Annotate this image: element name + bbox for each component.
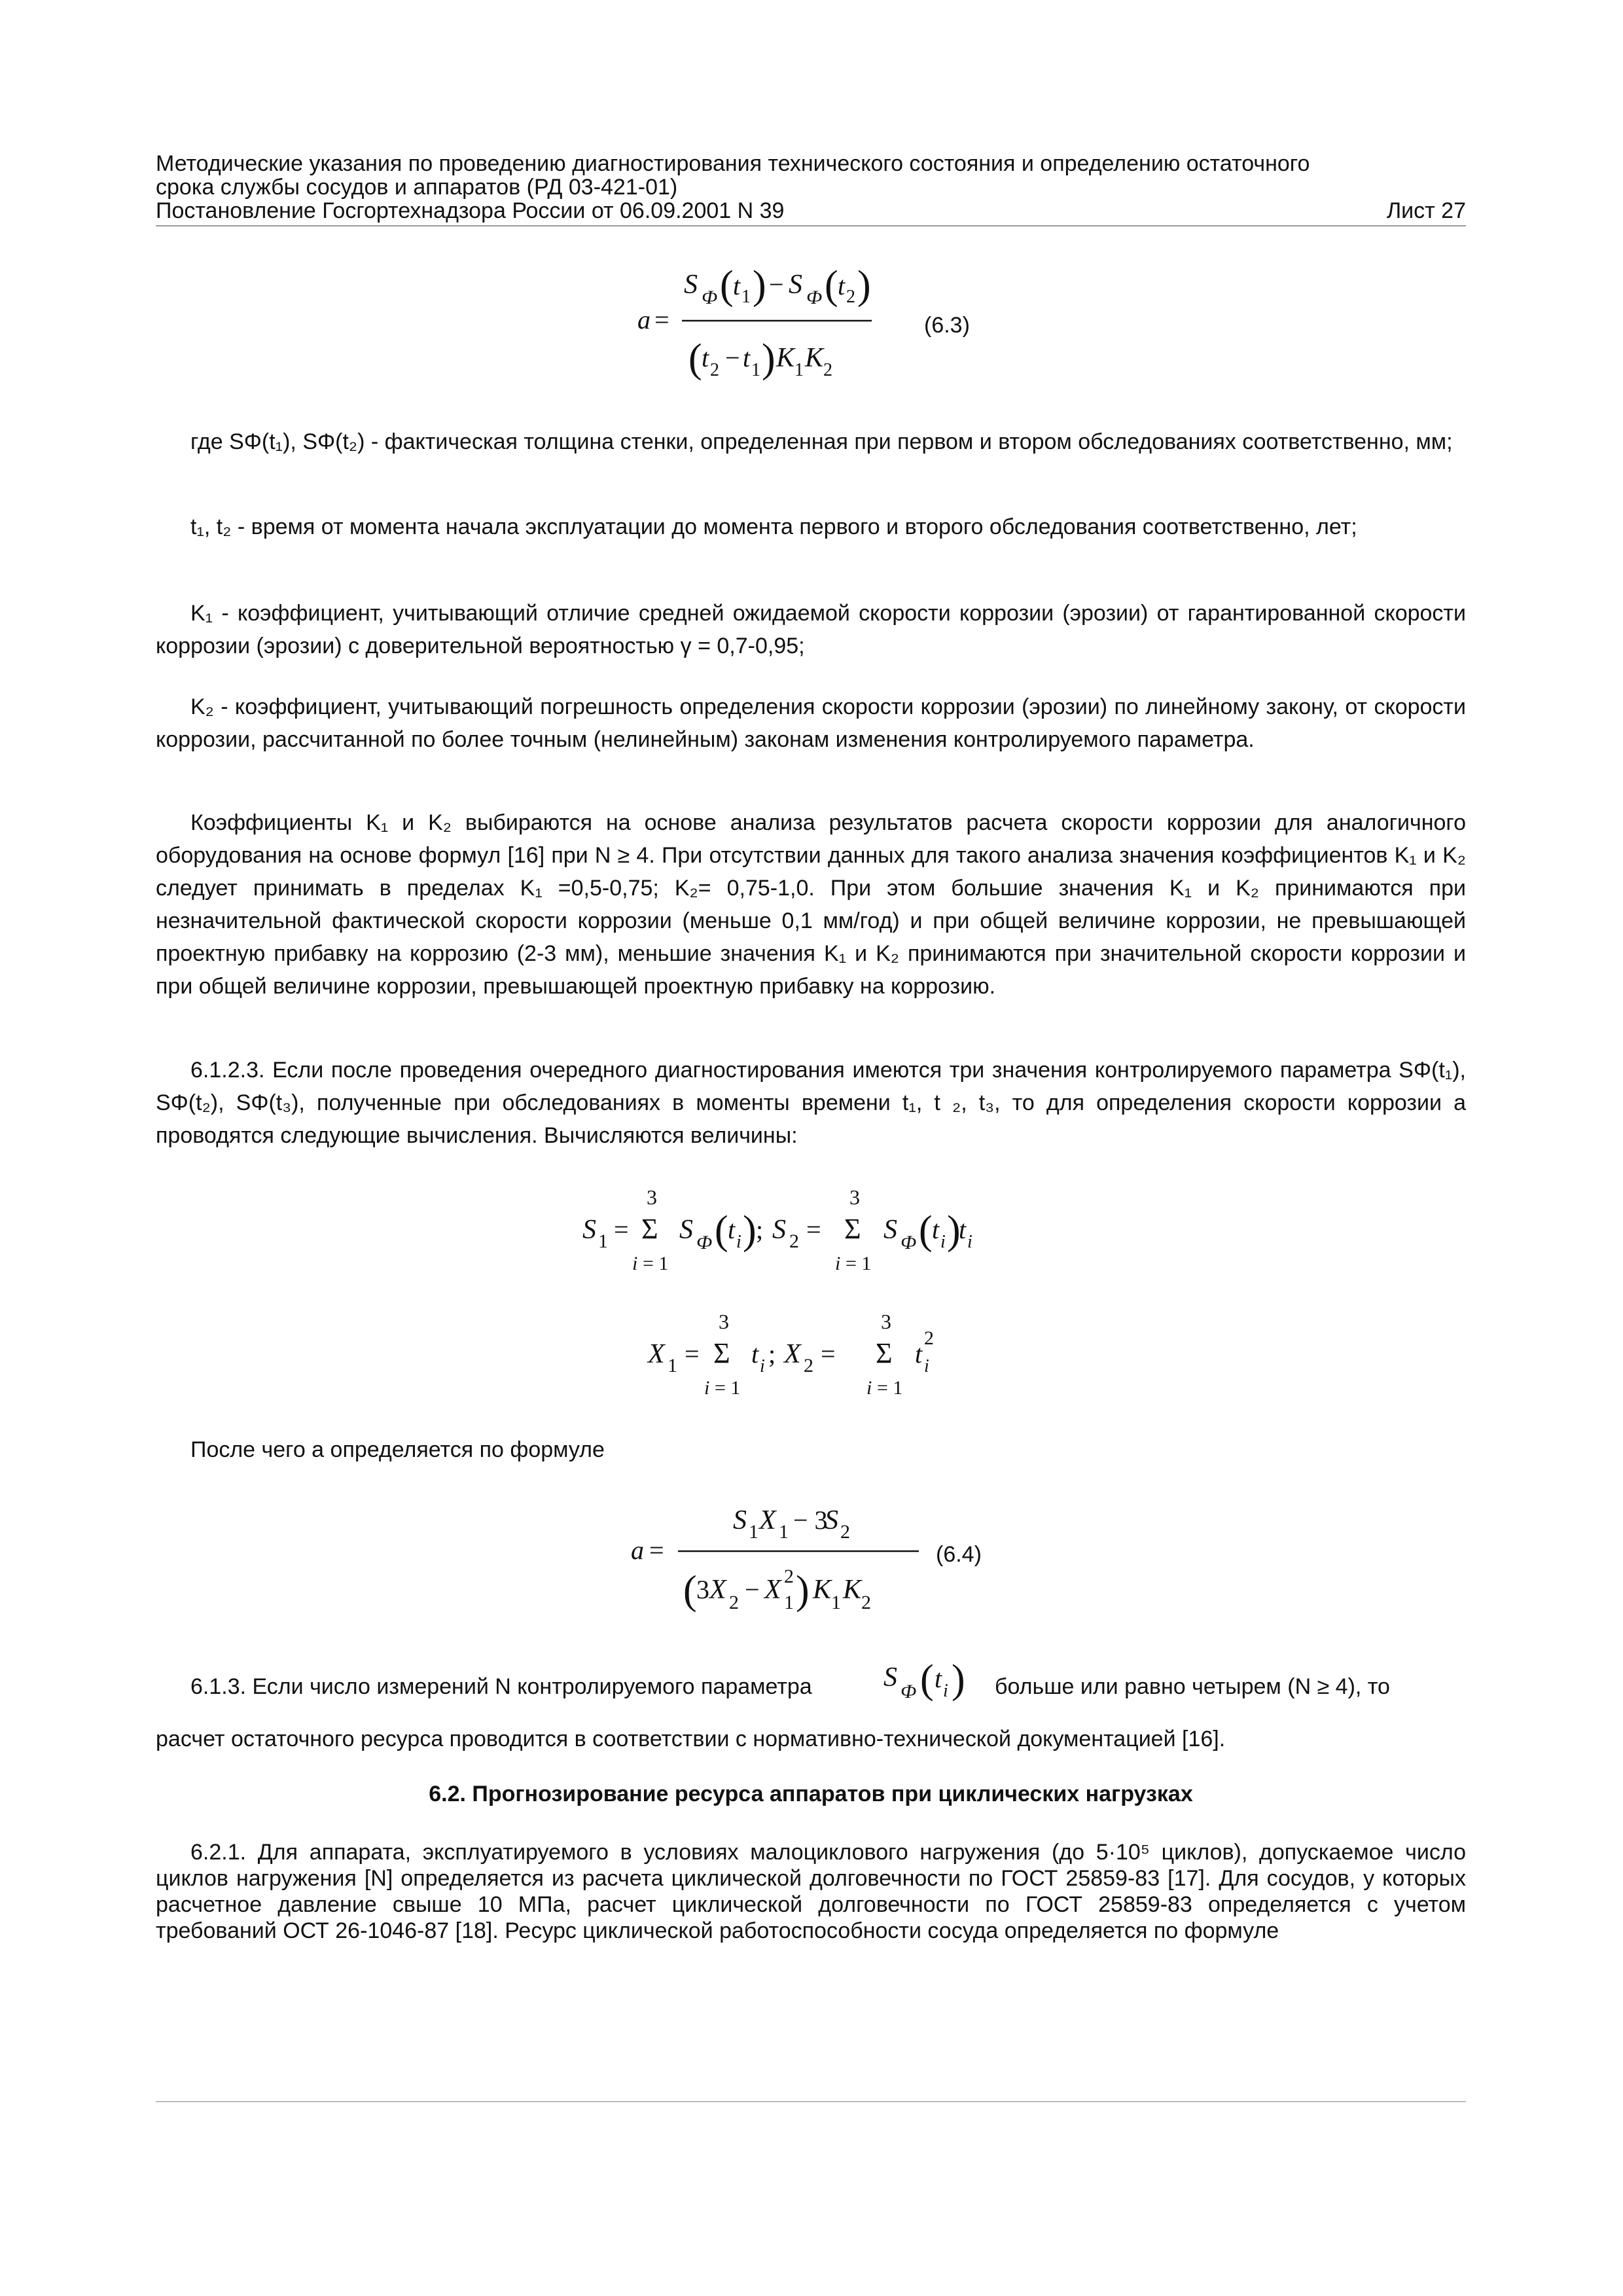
- equation-number-6-3: (6.3): [924, 313, 970, 338]
- svg-text:;: ;: [756, 1215, 764, 1244]
- svg-text:2: 2: [710, 360, 719, 380]
- svg-text:i: i: [940, 1232, 946, 1252]
- clause-6-1-3-line2: расчет остаточного ресурса проводится в соответствии с нормативно-технической документацией [16].: [156, 1727, 1226, 1751]
- svg-text:= 1: = 1: [643, 1253, 669, 1274]
- svg-text:S: S: [789, 270, 802, 300]
- svg-text:2: 2: [840, 1521, 850, 1543]
- svg-text:): ): [743, 1208, 757, 1253]
- svg-text:t: t: [743, 343, 751, 372]
- definition-k2: K₂ - коэффициент, учитывающий погрешность определения скорости коррозии (эрозии) по линейному закону, от скорости коррозии, рассчитанной по более точным (нелинейным) законам изменения контролируемого параметра.: [156, 694, 1466, 752]
- header-title-line1: Методические указания по проведению диагностирования технического состояния и определению остаточного: [156, 151, 1310, 176]
- svg-text:S: S: [684, 270, 698, 300]
- header-title-line2: срока службы сосудов и аппаратов (РД 03-421-01): [156, 175, 678, 200]
- section-heading-6-2: 6.2. Прогнозирование ресурса аппаратов при циклических нагрузках: [429, 1782, 1193, 1806]
- svg-text:K: K: [805, 343, 824, 373]
- svg-text:2: 2: [784, 1566, 794, 1587]
- svg-text:S: S: [883, 1215, 897, 1245]
- svg-text:): ): [952, 1657, 965, 1702]
- svg-text:X: X: [709, 1575, 726, 1605]
- svg-text:Ф: Ф: [806, 287, 823, 308]
- svg-text:X: X: [648, 1339, 665, 1369]
- svg-text:= 1: = 1: [715, 1377, 741, 1399]
- svg-text:=: =: [806, 1215, 821, 1244]
- svg-text:2: 2: [861, 1592, 871, 1613]
- clause-6-1-2-3: 6.1.2.3. Если после проведения очередного диагностирования имеются три значения контролируемого параметра SΦ(t₁), SΦ(t₂), SΦ(t₃), полученные при обследованиях в моменты времени t₁, t ₂, t₃, то для определения скорости коррозии a проводятся следующие вычисления. Вычисляются величины:: [156, 1058, 1466, 1148]
- svg-text:(: (: [720, 263, 734, 308]
- svg-text:=: =: [685, 1339, 700, 1369]
- svg-text:t: t: [932, 1215, 940, 1244]
- svg-text:=: =: [614, 1215, 629, 1244]
- svg-text:i: i: [760, 1356, 765, 1376]
- svg-text:): ): [857, 263, 871, 308]
- svg-text:S: S: [582, 1215, 596, 1245]
- clause-6-2-1: 6.2.1. Для аппарата, эксплуатируемого в условиях малоциклового нагружения (до 5·10⁵ циклов), допускаемое число циклов нагружения [N] определяется из расчета циклической долговечности по ГОСТ 25859-83 [17]. Для сосудов, у которых расчетное давление свыше 10 МПа, расчет циклической долговечности по ГОСТ 25859-83 определяется с учетом требований ОСТ 26-1046-87 [18]. Ресурс циклической работоспособности сосуда определяется по формуле: [156, 1840, 1466, 1943]
- svg-text:(: (: [688, 336, 702, 381]
- svg-text:i: i: [943, 1681, 948, 1701]
- svg-text:=: =: [649, 1535, 664, 1565]
- svg-text:1: 1: [598, 1230, 608, 1252]
- svg-text:3: 3: [696, 1575, 709, 1604]
- svg-text:2: 2: [924, 1327, 934, 1349]
- svg-text:a: a: [631, 1535, 644, 1565]
- svg-text:1: 1: [784, 1592, 794, 1613]
- svg-text:(: (: [919, 1208, 933, 1253]
- header-decree: Постановление Госгортехнадзора России от 06.09.2001 N 39: [156, 198, 785, 223]
- svg-text:t: t: [733, 271, 741, 300]
- svg-text:): ): [762, 336, 776, 381]
- svg-text:= 1: = 1: [877, 1377, 903, 1399]
- svg-text:t: t: [915, 1339, 923, 1369]
- after-sums-line: После чего a определяется по формуле: [190, 1437, 605, 1462]
- svg-text:1: 1: [741, 287, 751, 307]
- svg-text:S: S: [772, 1215, 786, 1245]
- svg-text:Ф: Ф: [901, 1232, 917, 1253]
- svg-text:Σ: Σ: [844, 1213, 861, 1245]
- svg-text:K: K: [813, 1575, 832, 1605]
- definition-s-phi: где SΦ(t₁), SΦ(t₂) - фактическая толщина стенки, определенная при первом и втором обследованиях соответственно, мм;: [190, 429, 1453, 454]
- svg-text:t: t: [751, 1339, 759, 1369]
- svg-text:Σ: Σ: [641, 1213, 658, 1245]
- svg-text:K: K: [776, 343, 795, 373]
- svg-text:1: 1: [668, 1355, 677, 1376]
- svg-text:S: S: [883, 1662, 897, 1693]
- definition-t: t₁, t₂ - время от момента начала эксплуатации до момента первого и второго обследования соответственно, лет;: [190, 514, 1357, 539]
- svg-text:): ): [753, 263, 766, 308]
- svg-text:): ): [947, 1208, 961, 1253]
- svg-text:;: ;: [768, 1339, 776, 1369]
- formula-x1-x2: [641, 1302, 982, 1407]
- svg-text:Σ: Σ: [713, 1337, 730, 1369]
- svg-text:): ): [796, 1568, 810, 1613]
- svg-text:t: t: [728, 1215, 736, 1244]
- formula-6-4: [628, 1486, 929, 1630]
- svg-text:=: =: [654, 305, 669, 334]
- definition-k1: K₁ - коэффициент, учитывающий отличие средней ожидаемой скорости коррозии (эрозии) от гарантированной скорости коррозии (эрозии) с доверительной вероятностью γ = 0,7-0,95;: [156, 601, 1466, 658]
- svg-text:S: S: [825, 1505, 838, 1535]
- svg-text:=: =: [821, 1339, 836, 1369]
- svg-text:Σ: Σ: [876, 1337, 893, 1369]
- svg-text:S: S: [679, 1215, 693, 1245]
- svg-text:2: 2: [729, 1592, 739, 1613]
- svg-text:i: i: [704, 1377, 710, 1399]
- svg-text:1: 1: [751, 360, 760, 380]
- svg-text:−: −: [769, 270, 784, 299]
- formula-s1-s2: [576, 1178, 1047, 1283]
- svg-text:− 3: − 3: [793, 1505, 828, 1535]
- svg-text:3: 3: [881, 1310, 891, 1333]
- svg-text:1: 1: [779, 1521, 789, 1543]
- svg-text:X: X: [759, 1505, 776, 1535]
- clause-6-1-3-line1: 6.1.3. Если число измерений N контролируемого параметра: [190, 1674, 812, 1699]
- svg-text:Ф: Ф: [702, 287, 718, 308]
- svg-text:X: X: [784, 1339, 801, 1369]
- equation-number-6-4: (6.4): [936, 1542, 982, 1567]
- svg-text:(: (: [683, 1568, 697, 1613]
- svg-text:i: i: [632, 1253, 638, 1274]
- svg-text:S: S: [733, 1505, 747, 1535]
- svg-text:2: 2: [823, 360, 832, 380]
- svg-text:2: 2: [789, 1230, 799, 1252]
- svg-text:= 1: = 1: [846, 1253, 872, 1274]
- svg-text:−: −: [725, 343, 740, 372]
- svg-text:a: a: [637, 305, 651, 334]
- svg-text:i: i: [924, 1356, 929, 1376]
- svg-text:t: t: [838, 271, 846, 300]
- svg-text:1: 1: [794, 360, 804, 380]
- svg-text:i: i: [835, 1253, 841, 1274]
- svg-text:Ф: Ф: [901, 1681, 917, 1702]
- svg-text:1: 1: [831, 1592, 841, 1613]
- svg-text:X: X: [764, 1575, 781, 1605]
- formula-6-3: [628, 255, 916, 399]
- svg-text:−: −: [745, 1575, 760, 1604]
- svg-text:2: 2: [846, 287, 855, 307]
- svg-text:3: 3: [647, 1185, 657, 1209]
- svg-text:i: i: [736, 1232, 741, 1252]
- svg-text:t: t: [959, 1215, 967, 1244]
- svg-text:K: K: [843, 1575, 862, 1605]
- svg-text:1: 1: [749, 1521, 758, 1543]
- svg-text:(: (: [825, 263, 838, 308]
- svg-text:3: 3: [849, 1185, 860, 1209]
- coefficients-paragraph: Коэффициенты K₁ и K₂ выбираются на основе анализа результатов расчета скорости коррозии для аналогичного оборудования на основе формул [16] при N ≥ 4. При отсутствии данных для такого анализа значения коэффициентов K₁ и K₂ следует принимать в пределах K₁ =0,5-0,75; K₂= 0,75-1,0. При этом большие значения K₁ и K₂ принимаются при незначительной фактической скорости коррозии (меньше 0,1 мм/год) и при общей величине коррозии, не превышающей проектную прибавку на коррозию (2-3 мм), меньшие значения K₁ и K₂ принимаются при значительной скорости коррозии и при общей величине коррозии, превышающей проектную прибавку на коррозию.: [156, 810, 1466, 999]
- svg-text:(: (: [715, 1208, 728, 1253]
- footer-divider: [156, 2101, 1466, 2102]
- svg-text:Ф: Ф: [696, 1232, 713, 1253]
- svg-text:(: (: [920, 1657, 934, 1702]
- svg-text:i: i: [967, 1232, 972, 1252]
- header-divider: [156, 225, 1466, 226]
- clause-6-1-3-line1-end: больше или равно четырем (N ≥ 4), то: [995, 1674, 1390, 1699]
- svg-text:i: i: [866, 1377, 872, 1399]
- svg-text:t: t: [702, 343, 709, 372]
- svg-text:t: t: [935, 1664, 942, 1693]
- svg-text:2: 2: [804, 1355, 813, 1376]
- formula-s-phi-ti-inline: [877, 1655, 995, 1713]
- svg-text:3: 3: [719, 1310, 729, 1333]
- page-header: [156, 152, 1466, 223]
- header-sheet-number: Лист 27: [1386, 198, 1466, 223]
